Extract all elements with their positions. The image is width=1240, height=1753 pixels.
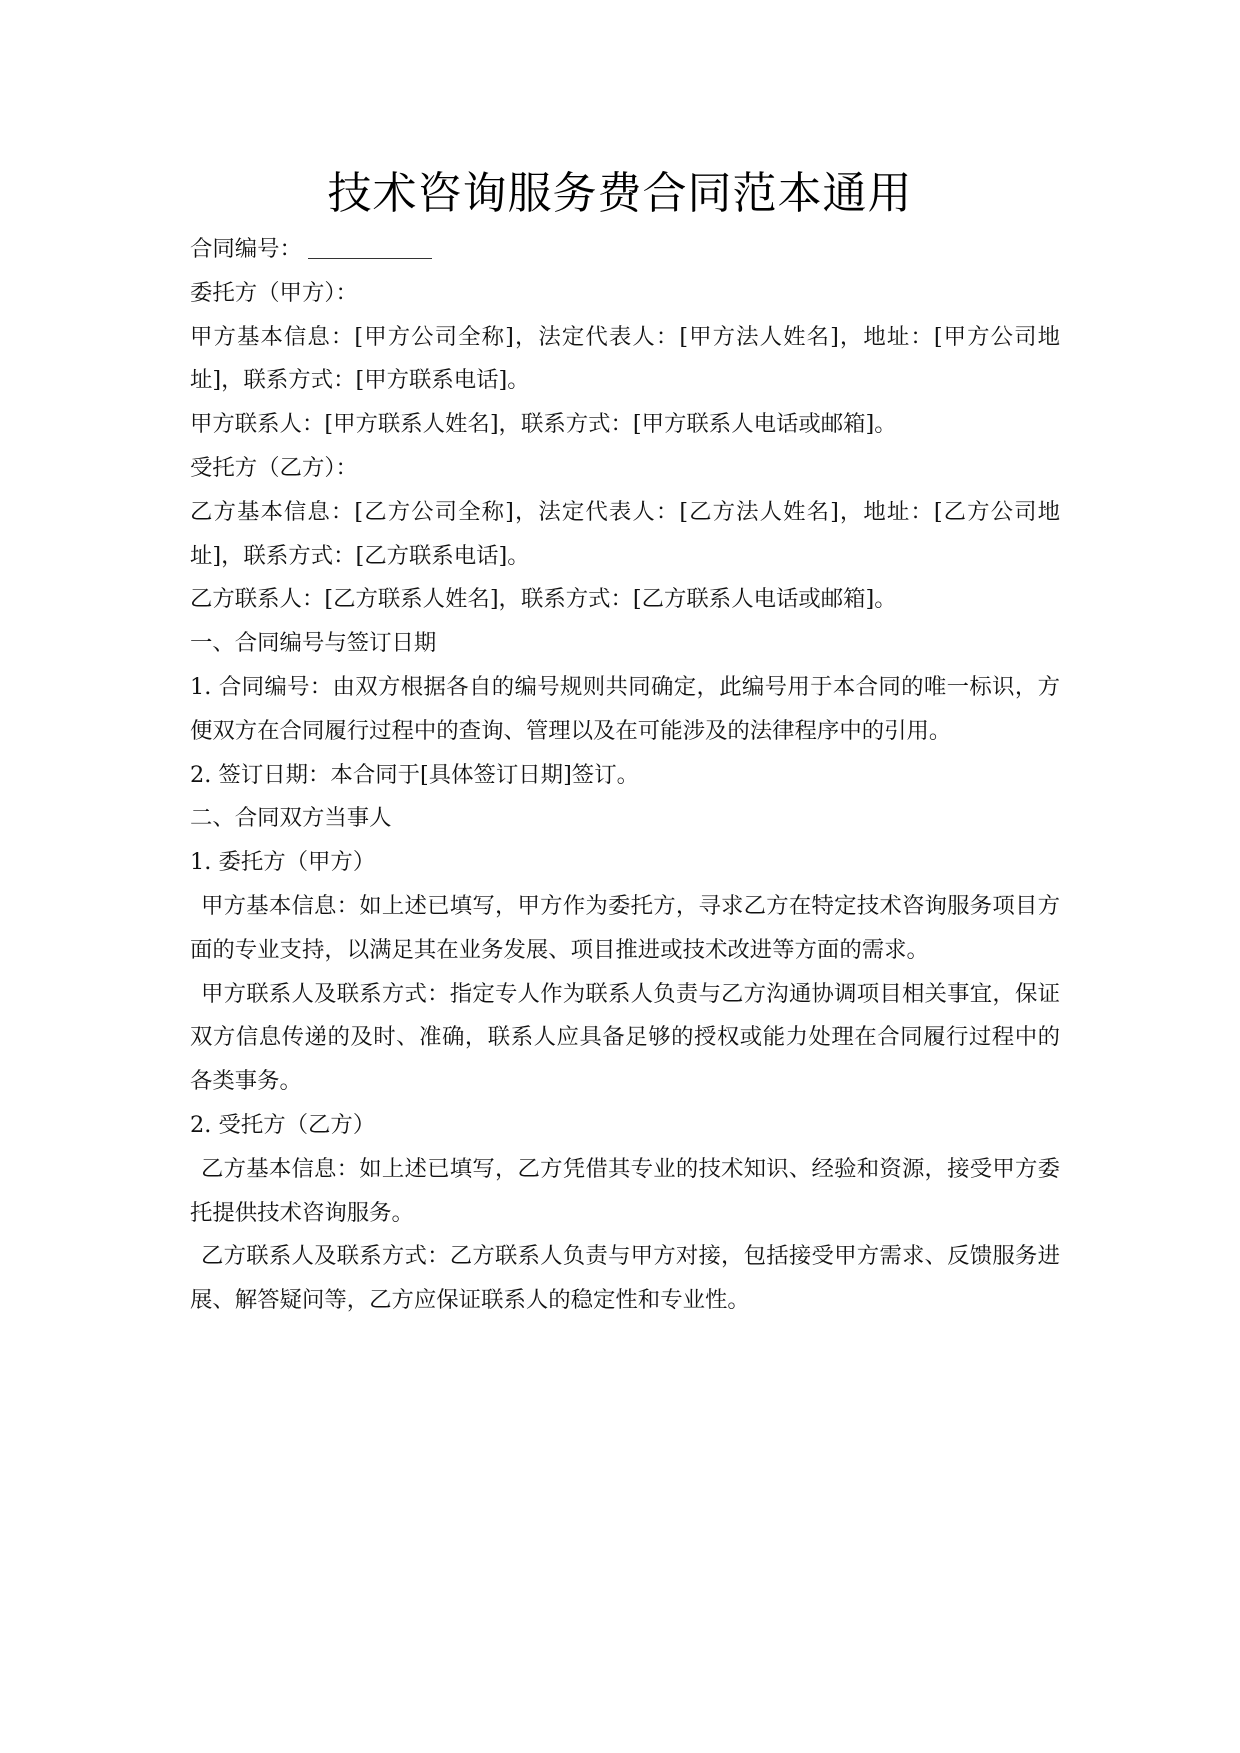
- section-1-item-1: 1. 合同编号：由双方根据各自的编号规则共同确定，此编号用于本合同的唯一标识，方便双方在合同履行过程中的查询、管理以及在可能涉及的法律程序中的引用。: [190, 673, 1060, 744]
- section-1-heading: 一、合同编号与签订日期: [190, 630, 437, 657]
- contract-number-label: 合同编号：: [190, 236, 302, 262]
- section-2-heading: 二、合同双方当事人: [190, 805, 392, 832]
- subsection-party-a-contact: 甲方联系人及联系方式：指定专人作为联系人负责与乙方沟通协调项目相关事宜，保证双方信息传递的及时、准确，联系人应具备足够的授权或能力处理在合同履行过程中的各类事务。: [190, 980, 1060, 1095]
- party-b-contact: 乙方联系人：[乙方联系人姓名]，联系方式：[乙方联系人电话或邮箱]。: [190, 586, 897, 613]
- subsection-party-b-contact: 乙方联系人及联系方式：乙方联系人负责与甲方对接，包括接受甲方需求、反馈服务进展、解答疑问等，乙方应保证联系人的稳定性和专业性。: [190, 1243, 1060, 1314]
- subsection-party-a-heading: 1. 委托方（甲方）: [190, 849, 376, 876]
- subsection-party-b-heading: 2. 受托方（乙方）: [190, 1111, 376, 1138]
- party-b-heading: 受托方（乙方）：: [190, 454, 358, 481]
- party-a-heading: 委托方（甲方）：: [190, 279, 358, 306]
- document-body: [190, 228, 1060, 1323]
- party-b-basic-info: 乙方基本信息：[乙方公司全称]，法定代表人：[乙方法人姓名]，地址：[乙方公司地址]，联系方式：[乙方联系电话]。: [190, 498, 1060, 569]
- contract-number-line: [190, 228, 1060, 272]
- subsection-party-b-basic-info: 乙方基本信息：如上述已填写，乙方凭借其专业的技术知识、经验和资源，接受甲方委托提供技术咨询服务。: [190, 1155, 1060, 1226]
- subsection-party-a-basic-info: 甲方基本信息：如上述已填写，甲方作为委托方，寻求乙方在特定技术咨询服务项目方面的专业支持，以满足其在业务发展、项目推进或技术改进等方面的需求。: [190, 892, 1060, 963]
- contract-number-blank[interactable]: [308, 236, 432, 259]
- party-a-basic-info: 甲方基本信息：[甲方公司全称]，法定代表人：[甲方法人姓名]，地址：[甲方公司地址]，联系方式：[甲方联系电话]。: [190, 323, 1060, 394]
- document-title: 技术咨询服务费合同范本通用: [327, 168, 913, 220]
- party-a-contact: 甲方联系人：[甲方联系人姓名]，联系方式：[甲方联系人电话或邮箱]。: [190, 411, 897, 438]
- section-1-item-2: 2. 签订日期：本合同于[具体签订日期]签订。: [190, 761, 639, 788]
